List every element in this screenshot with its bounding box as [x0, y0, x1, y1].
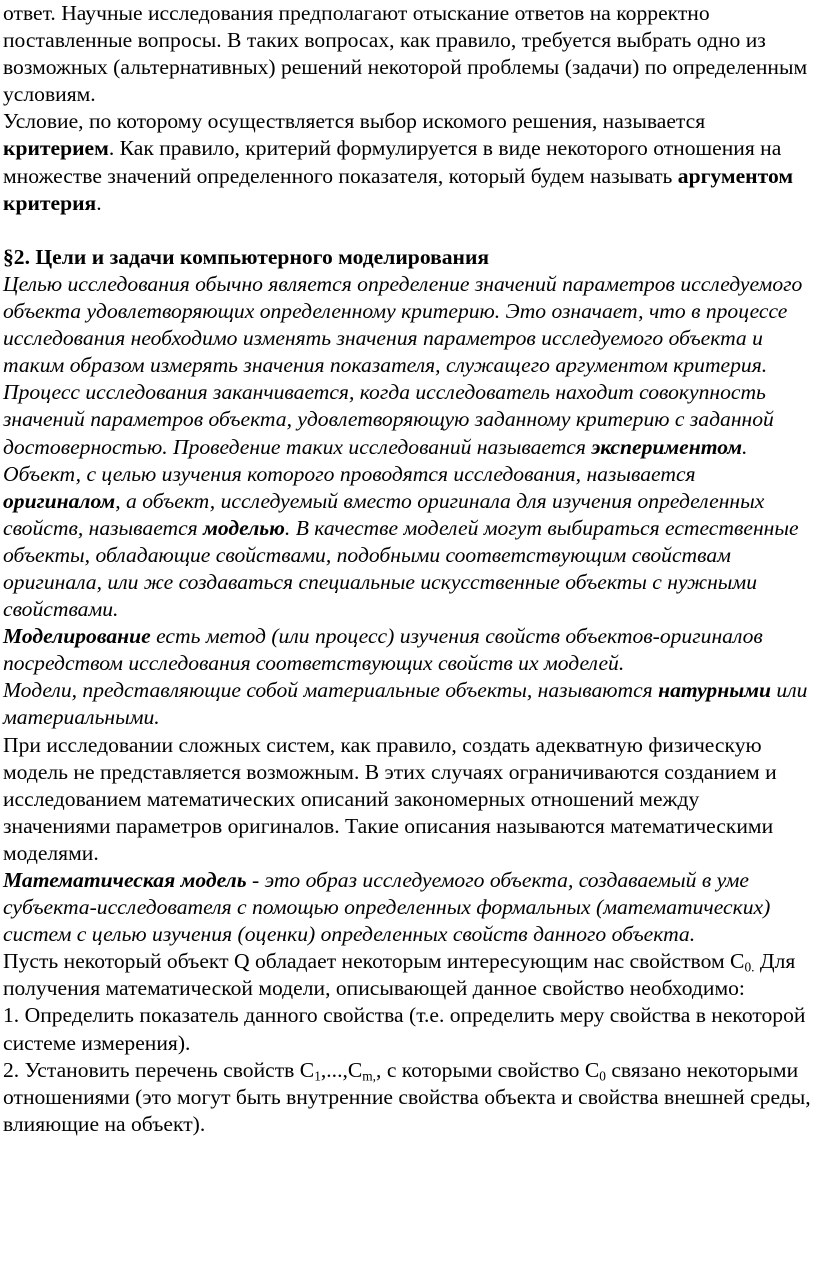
- term-experiment: экспериментом: [591, 434, 743, 459]
- term-original: оригиналом: [3, 488, 116, 513]
- paragraph-object-q: Пусть некоторый объект Q обладает некоторым интересующим нас свойством $C_{0.}$ Для получения математической модели, описывающей данное свойство необходимо:: [3, 949, 796, 1001]
- paragraph-criterion: Условие, по которому осуществляется выбор искомого решения, называется критерием. Как правило, критерий формулируется в виде некоторого отношения на множестве значений определенного показателя, который будем называть аргументом критерия.: [3, 109, 794, 215]
- term-criterion-argument: аргументом критерия: [3, 163, 794, 215]
- blank-line: [3, 217, 812, 244]
- paragraph-math-model: Математическая модель - это образ исследуемого объекта, создаваемый в уме субъекта-исследователя с помощью определенных формальных (математических) систем с целью изучения (оценки) определенных свойств данного объекта.: [3, 868, 771, 947]
- term-natural: натурными: [658, 678, 772, 703]
- term-modeling: Моделирование: [3, 624, 151, 649]
- section-heading: §2. Цели и задачи компьютерного моделирования: [3, 244, 490, 269]
- list-item-1: 1. Определить показатель данного свойства (т.е. определить меру свойства в некоторой системе измерения).: [3, 1003, 806, 1055]
- paragraph-modeling: Моделирование есть метод (или процесс) изучения свойств объектов-оригиналов посредством исследования соответствующих свойств их моделей.: [3, 624, 763, 676]
- paragraph-research-goal: Целью исследования обычно является определение значений параметров исследуемого объекта удовлетворяющих определенному критерию. Это означает, что в процессе исследования необходимо изменять значения параметров исследуемого объекта и таким образом измерять значения показателя, служащего аргументом критерия.: [3, 271, 803, 378]
- term-criterion: критерием: [3, 136, 109, 161]
- paragraph-original-model: Объект, с целью изучения которого проводятся исследования, называется оригиналом, а объект, исследуемый вместо оригинала для изучения определенных свойств, называется моделью. В качестве моделей могут выбираться естественные объекты, обладающие свойствами, подобными соответствующим свойствам оригинала, или же создаваться специальные искусственные объекты с нужными свойствами.: [3, 461, 799, 622]
- paragraph-complex-systems: При исследовании сложных систем, как правило, создать адекватную физическую модель не представляется возможным. В этих случаях ограничиваются созданием и исследованием математических описаний закономерных отношений между значениями параметров оригиналов. Такие описания называются математическими моделями.: [3, 732, 777, 865]
- paragraph-natural-models: Модели, представляющие собой материальные объекты, называются натурными или материальными.: [3, 678, 808, 730]
- paragraph-answer: ответ. Научные исследования предполагают отыскание ответов на корректно поставленные вопросы. В таких вопросах, как правило, требуется выбрать одно из возможных (альтернативных) решений некоторой проблемы (задачи) по определенным условиям.: [3, 1, 808, 107]
- paragraph-experiment: Процесс исследования заканчивается, когда исследователь находит совокупность значений параметров объекта, удовлетворяющую заданному критерию с заданной достоверностью. Проведение таких исследований называется экспериментом.: [3, 380, 774, 459]
- list-item-2: 2. Установить перечень свойств $C_1,...,C_{m,}$, с которыми свойство $C_0$ связано некоторыми отношениями (это могут быть внутренние свойства объекта и свойства внешней среды, влияющие на объект).: [3, 1057, 811, 1136]
- term-math-model: Математическая модель: [3, 868, 247, 892]
- term-model: моделью: [203, 515, 285, 540]
